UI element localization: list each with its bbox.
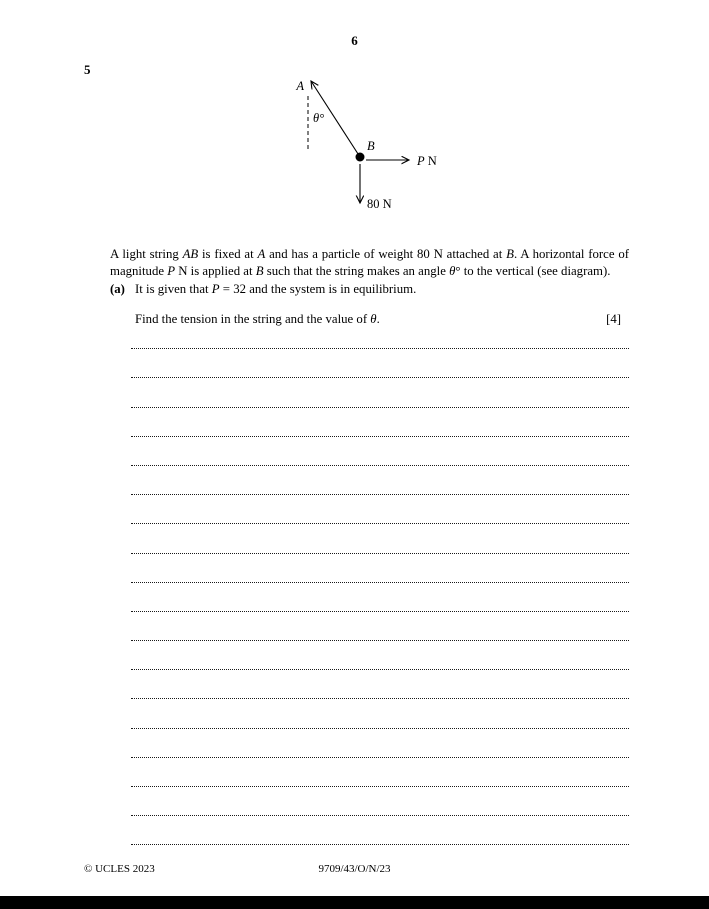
answer-line [131,641,629,670]
point-b-label: B [367,139,375,153]
question-intro: A light string AB is fixed at A and has a particle of weight 80 N attached at B. A horizontal force of magnitude P N is applied at B such that the string makes an angle θ° to the vertical (see diagram). [110,246,629,279]
answer-line [131,408,629,437]
point-a-label: A [296,79,304,93]
angle-theta-label: θ° [313,111,325,125]
marks-badge: [4] [606,312,621,326]
answer-line [131,495,629,524]
page-edge-bar [0,896,709,909]
force-diagram [275,72,485,224]
paper-code: 9709/43/O/N/23 [318,863,391,875]
answer-line [131,612,629,641]
answer-line [131,524,629,553]
answer-line [131,583,629,612]
particle-b-dot [356,153,365,162]
answer-lines [131,320,629,845]
answer-line [131,554,629,583]
answer-line [131,699,629,728]
answer-line [131,816,629,845]
page-number: 6 [351,33,358,48]
question-number: 5 [84,62,91,77]
part-a-label: (a) [110,282,125,296]
answer-line [131,378,629,407]
weight-label: 80 N [367,197,392,211]
part-a-row [110,282,629,297]
answer-line [131,729,629,758]
answer-line [131,349,629,378]
answer-line [131,758,629,787]
answer-line [131,670,629,699]
copyright-notice: © UCLES 2023 [84,863,155,875]
find-instruction: Find the tension in the string and the value of θ. [135,312,380,326]
answer-line [131,466,629,495]
answer-line [131,320,629,349]
part-a-given-text: It is given that P = 32 and the system is in equilibrium. [135,282,417,296]
answer-line [131,437,629,466]
answer-line [131,787,629,816]
force-p-label: P N [417,154,437,168]
